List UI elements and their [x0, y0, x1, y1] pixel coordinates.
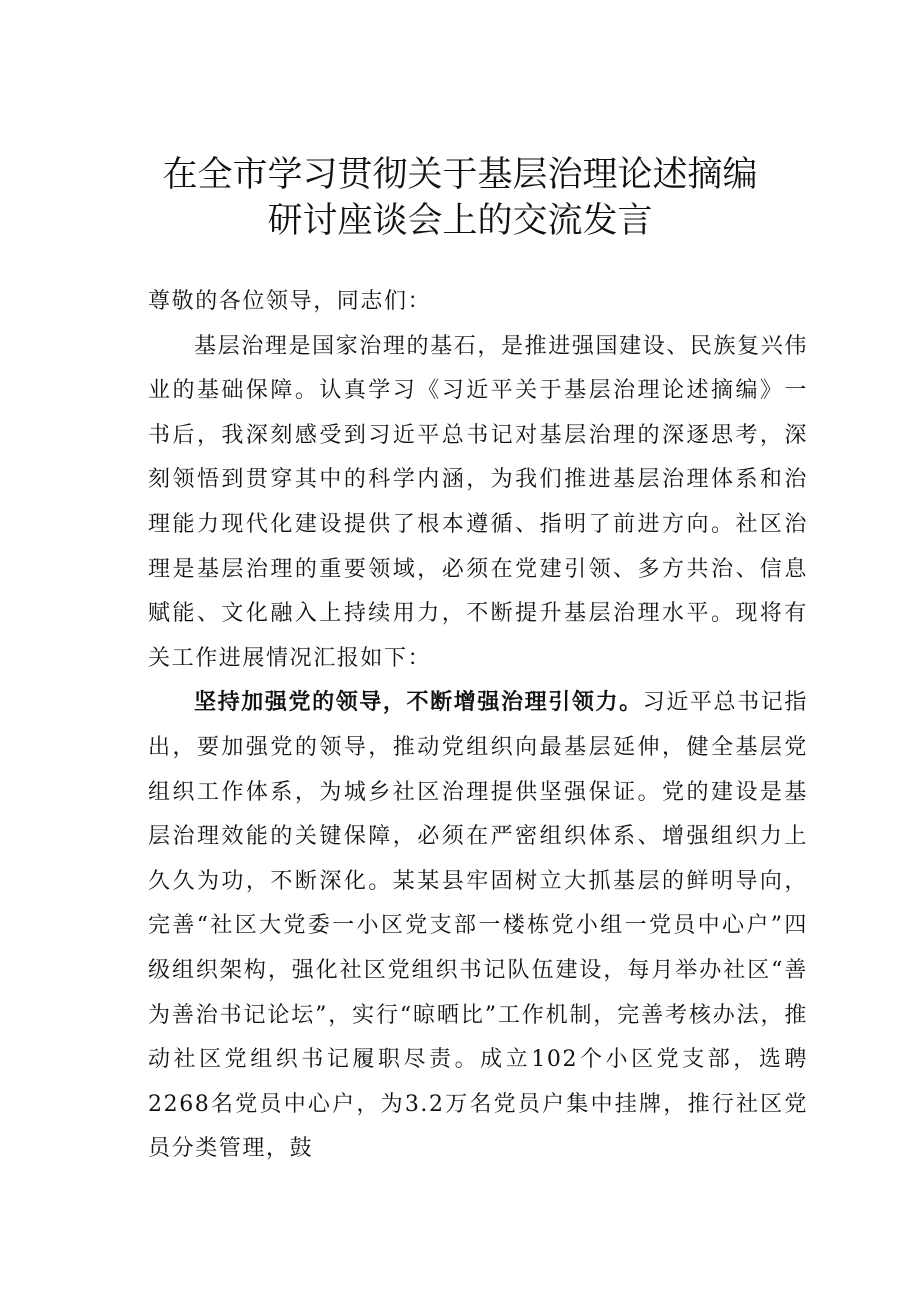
document-title-line-2: 研讨座谈会上的交流发言 — [267, 201, 653, 241]
document-title-line-1: 在全市学习贯彻关于基层治理论述摘编 — [162, 155, 758, 195]
section-1-text: 习近平总书记指出，要加强党的领导，推动党组织向最基层延伸，健全基层党组织工作体系，为城乡社区治理提供坚强保证。党的建设是基层治理效能的关键保障，必须在严密组织体系、增强组织力上久久为功，不断深化。某某县牢固树立大抓基层的鲜明导向，完善“社区大党委一小区党支部一楼栋党小组一党员中心户”四级组织架构，强化社区党组织书记队伍建设，每月举办社区“善为善治书记论坛”，实行“晾晒比”工作机制，完善考核办法，推动社区党组织书记履职尽责。成立102个小区党支部，选聘2268名党员中心户，为3.2万名党员户集中挂牌，推行社区党员分类管理，鼓 — [148, 690, 808, 1162]
document-body — [148, 280, 808, 1172]
intro-paragraph: 基层治理是国家治理的基石，是推进强国建设、民族复兴伟业的基础保障。认真学习《习近平关于基层治理论述摘编》一书后，我深刻感受到习近平总书记对基层治理的深逐思考，深刻领悟到贯穿其中的科学内涵，为我们推进基层治理体系和治理能力现代化建设提供了根本遵循、指明了前进方向。社区治理是基层治理的重要领域，必须在党建引领、多方共治、信息赋能、文化融入上持续用力，不断提升基层治理水平。现将有关工作进展情况汇报如下： — [148, 333, 808, 671]
salutation: 尊敬的各位领导，同志们： — [148, 289, 432, 314]
section-1-heading: 坚持加强党的领导，不断增强治理引领力。 — [194, 690, 643, 716]
section-1-paragraph — [148, 681, 808, 1172]
